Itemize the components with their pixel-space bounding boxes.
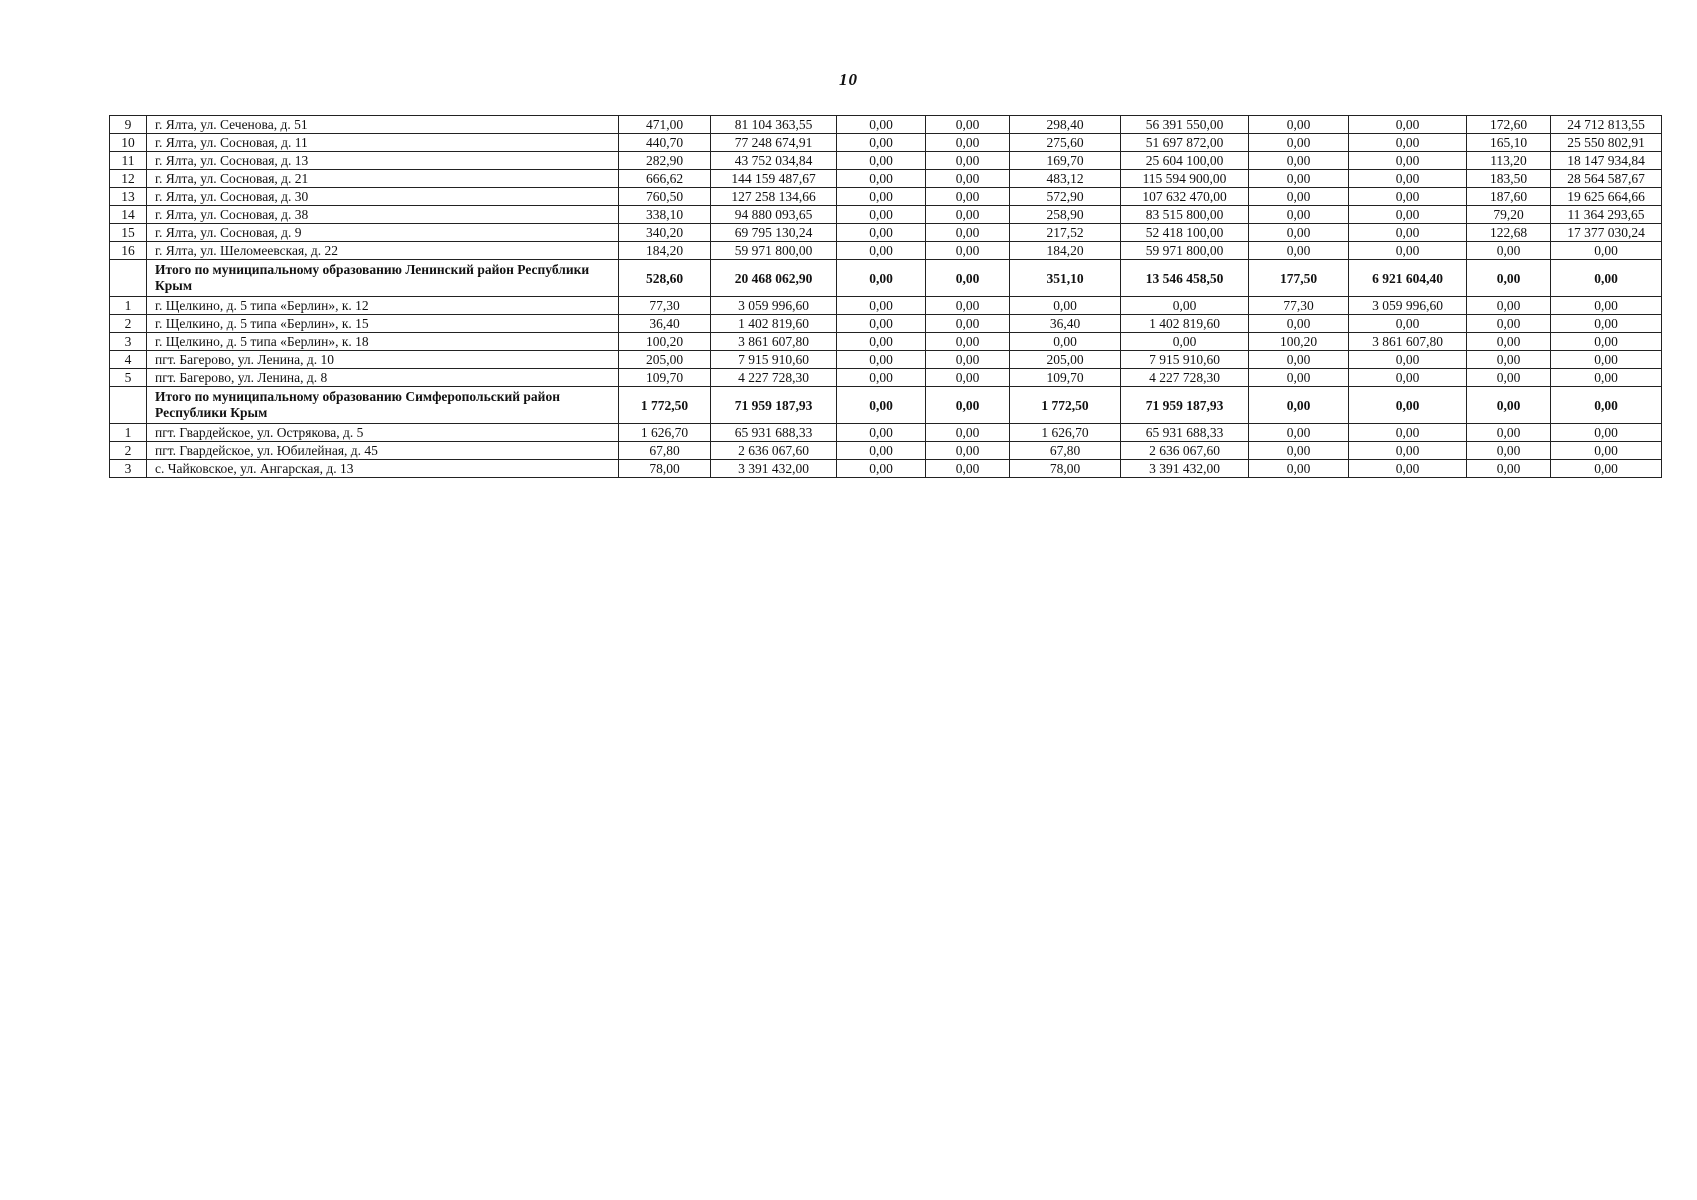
table-row	[110, 116, 1662, 134]
table-row	[110, 206, 1662, 224]
cost-col-c-cell: 0,00	[1349, 442, 1467, 460]
total-area-cell: 184,20	[619, 242, 711, 260]
cost-col-b-cell: 13 546 458,50	[1121, 260, 1249, 297]
cost-col-b-cell: 52 418 100,00	[1121, 224, 1249, 242]
row-number-cell: 12	[110, 170, 147, 188]
area-col-d-cell: 0,00	[1467, 369, 1551, 387]
total-area-cell: 1 626,70	[619, 424, 711, 442]
cost-col-b-cell: 25 604 100,00	[1121, 152, 1249, 170]
area-col-a-cell: 0,00	[837, 387, 926, 424]
area-col-a-cell: 0,00	[837, 134, 926, 152]
area-col-b-cell: 483,12	[1010, 170, 1121, 188]
cost-col-c-cell: 0,00	[1349, 424, 1467, 442]
total-cost-cell: 81 104 363,55	[711, 116, 837, 134]
address-cell: г. Щелкино, д. 5 типа «Берлин», к. 18	[147, 333, 619, 351]
subtotal-row	[110, 387, 1662, 424]
cost-col-b-cell: 51 697 872,00	[1121, 134, 1249, 152]
area-col-d-cell: 172,60	[1467, 116, 1551, 134]
cost-col-d-cell: 0,00	[1551, 424, 1662, 442]
cost-col-c-cell: 0,00	[1349, 152, 1467, 170]
area-col-b-cell: 205,00	[1010, 351, 1121, 369]
address-cell: г. Ялта, ул. Сеченова, д. 51	[147, 116, 619, 134]
housing-table-container	[109, 115, 1661, 478]
area-col-c-cell: 0,00	[1249, 206, 1349, 224]
cost-col-c-cell: 0,00	[1349, 315, 1467, 333]
area-col-d-cell: 0,00	[1467, 351, 1551, 369]
area-col-d-cell: 0,00	[1467, 260, 1551, 297]
total-area-cell: 109,70	[619, 369, 711, 387]
area-col-a-cell: 0,00	[837, 297, 926, 315]
cost-col-b-cell: 71 959 187,93	[1121, 387, 1249, 424]
row-number-cell: 2	[110, 442, 147, 460]
cost-col-a-cell: 0,00	[926, 170, 1010, 188]
area-col-b-cell: 0,00	[1010, 333, 1121, 351]
row-number-cell: 15	[110, 224, 147, 242]
cost-col-a-cell: 0,00	[926, 333, 1010, 351]
row-number-cell: 3	[110, 333, 147, 351]
address-cell: г. Ялта, ул. Сосновая, д. 13	[147, 152, 619, 170]
cost-col-a-cell: 0,00	[926, 242, 1010, 260]
table-row	[110, 152, 1662, 170]
cost-col-c-cell: 6 921 604,40	[1349, 260, 1467, 297]
area-col-d-cell: 0,00	[1467, 424, 1551, 442]
cost-col-d-cell: 0,00	[1551, 387, 1662, 424]
total-cost-cell: 3 391 432,00	[711, 460, 837, 478]
area-col-a-cell: 0,00	[837, 460, 926, 478]
total-cost-cell: 20 468 062,90	[711, 260, 837, 297]
cost-col-a-cell: 0,00	[926, 206, 1010, 224]
cost-col-d-cell: 0,00	[1551, 315, 1662, 333]
cost-col-a-cell: 0,00	[926, 188, 1010, 206]
area-col-d-cell: 165,10	[1467, 134, 1551, 152]
area-col-d-cell: 79,20	[1467, 206, 1551, 224]
table-row	[110, 351, 1662, 369]
address-cell: пгт. Багерово, ул. Ленина, д. 8	[147, 369, 619, 387]
row-number-cell	[110, 387, 147, 424]
area-col-c-cell: 0,00	[1249, 170, 1349, 188]
row-number-cell: 2	[110, 315, 147, 333]
area-col-b-cell: 298,40	[1010, 116, 1121, 134]
total-cost-cell: 77 248 674,91	[711, 134, 837, 152]
total-area-cell: 440,70	[619, 134, 711, 152]
cost-col-c-cell: 0,00	[1349, 206, 1467, 224]
area-col-c-cell: 0,00	[1249, 134, 1349, 152]
total-cost-cell: 144 159 487,67	[711, 170, 837, 188]
area-col-b-cell: 184,20	[1010, 242, 1121, 260]
cost-col-d-cell: 0,00	[1551, 442, 1662, 460]
total-cost-cell: 127 258 134,66	[711, 188, 837, 206]
subtotal-row	[110, 260, 1662, 297]
address-cell: Итого по муниципальному образованию Симферопольский район Республики Крым	[147, 387, 619, 424]
table-row	[110, 170, 1662, 188]
area-col-d-cell: 0,00	[1467, 387, 1551, 424]
address-cell: г. Ялта, ул. Сосновая, д. 38	[147, 206, 619, 224]
cost-col-b-cell: 83 515 800,00	[1121, 206, 1249, 224]
total-area-cell: 471,00	[619, 116, 711, 134]
total-cost-cell: 94 880 093,65	[711, 206, 837, 224]
table-row	[110, 369, 1662, 387]
total-cost-cell: 65 931 688,33	[711, 424, 837, 442]
total-area-cell: 205,00	[619, 351, 711, 369]
area-col-b-cell: 258,90	[1010, 206, 1121, 224]
address-cell: г. Ялта, ул. Сосновая, д. 9	[147, 224, 619, 242]
cost-col-d-cell: 0,00	[1551, 460, 1662, 478]
total-area-cell: 67,80	[619, 442, 711, 460]
housing-table	[109, 115, 1662, 478]
table-row	[110, 188, 1662, 206]
total-cost-cell: 1 402 819,60	[711, 315, 837, 333]
area-col-c-cell: 77,30	[1249, 297, 1349, 315]
total-area-cell: 338,10	[619, 206, 711, 224]
area-col-c-cell: 0,00	[1249, 315, 1349, 333]
total-cost-cell: 69 795 130,24	[711, 224, 837, 242]
table-row	[110, 224, 1662, 242]
cost-col-a-cell: 0,00	[926, 152, 1010, 170]
cost-col-d-cell: 0,00	[1551, 260, 1662, 297]
cost-col-b-cell: 4 227 728,30	[1121, 369, 1249, 387]
area-col-a-cell: 0,00	[837, 260, 926, 297]
area-col-d-cell: 0,00	[1467, 242, 1551, 260]
total-cost-cell: 4 227 728,30	[711, 369, 837, 387]
area-col-a-cell: 0,00	[837, 424, 926, 442]
area-col-c-cell: 0,00	[1249, 116, 1349, 134]
area-col-d-cell: 187,60	[1467, 188, 1551, 206]
area-col-d-cell: 122,68	[1467, 224, 1551, 242]
address-cell: пгт. Гвардейское, ул. Острякова, д. 5	[147, 424, 619, 442]
area-col-b-cell: 78,00	[1010, 460, 1121, 478]
table-row	[110, 134, 1662, 152]
cost-col-a-cell: 0,00	[926, 351, 1010, 369]
area-col-b-cell: 1 626,70	[1010, 424, 1121, 442]
cost-col-c-cell: 0,00	[1349, 134, 1467, 152]
total-area-cell: 78,00	[619, 460, 711, 478]
area-col-a-cell: 0,00	[837, 224, 926, 242]
area-col-c-cell: 0,00	[1249, 460, 1349, 478]
table-row	[110, 333, 1662, 351]
cost-col-d-cell: 17 377 030,24	[1551, 224, 1662, 242]
address-cell: г. Ялта, ул. Сосновая, д. 11	[147, 134, 619, 152]
cost-col-d-cell: 0,00	[1551, 333, 1662, 351]
area-col-a-cell: 0,00	[837, 369, 926, 387]
row-number-cell	[110, 260, 147, 297]
cost-col-d-cell: 25 550 802,91	[1551, 134, 1662, 152]
cost-col-a-cell: 0,00	[926, 260, 1010, 297]
total-cost-cell: 71 959 187,93	[711, 387, 837, 424]
cost-col-b-cell: 2 636 067,60	[1121, 442, 1249, 460]
area-col-a-cell: 0,00	[837, 351, 926, 369]
area-col-c-cell: 100,20	[1249, 333, 1349, 351]
area-col-d-cell: 0,00	[1467, 315, 1551, 333]
area-col-c-cell: 0,00	[1249, 369, 1349, 387]
cost-col-d-cell: 24 712 813,55	[1551, 116, 1662, 134]
cost-col-d-cell: 18 147 934,84	[1551, 152, 1662, 170]
cost-col-a-cell: 0,00	[926, 224, 1010, 242]
area-col-c-cell: 0,00	[1249, 351, 1349, 369]
page-number: 10	[839, 70, 858, 89]
address-cell: с. Чайковское, ул. Ангарская, д. 13	[147, 460, 619, 478]
area-col-d-cell: 183,50	[1467, 170, 1551, 188]
area-col-a-cell: 0,00	[837, 206, 926, 224]
cost-col-d-cell: 0,00	[1551, 242, 1662, 260]
cost-col-a-cell: 0,00	[926, 315, 1010, 333]
cost-col-a-cell: 0,00	[926, 460, 1010, 478]
table-row	[110, 460, 1662, 478]
cost-col-b-cell: 59 971 800,00	[1121, 242, 1249, 260]
row-number-cell: 13	[110, 188, 147, 206]
table-row	[110, 442, 1662, 460]
cost-col-c-cell: 3 861 607,80	[1349, 333, 1467, 351]
cost-col-c-cell: 0,00	[1349, 369, 1467, 387]
cost-col-a-cell: 0,00	[926, 116, 1010, 134]
cost-col-c-cell: 0,00	[1349, 224, 1467, 242]
cost-col-c-cell: 0,00	[1349, 116, 1467, 134]
cost-col-b-cell: 0,00	[1121, 297, 1249, 315]
area-col-d-cell: 0,00	[1467, 333, 1551, 351]
cost-col-d-cell: 11 364 293,65	[1551, 206, 1662, 224]
area-col-a-cell: 0,00	[837, 333, 926, 351]
area-col-c-cell: 0,00	[1249, 152, 1349, 170]
total-area-cell: 77,30	[619, 297, 711, 315]
address-cell: г. Ялта, ул. Сосновая, д. 30	[147, 188, 619, 206]
cost-col-d-cell: 0,00	[1551, 297, 1662, 315]
total-cost-cell: 43 752 034,84	[711, 152, 837, 170]
row-number-cell: 3	[110, 460, 147, 478]
total-cost-cell: 3 059 996,60	[711, 297, 837, 315]
address-cell: г. Ялта, ул. Шеломеевская, д. 22	[147, 242, 619, 260]
area-col-c-cell: 0,00	[1249, 242, 1349, 260]
total-area-cell: 340,20	[619, 224, 711, 242]
cost-col-b-cell: 1 402 819,60	[1121, 315, 1249, 333]
total-cost-cell: 2 636 067,60	[711, 442, 837, 460]
area-col-b-cell: 109,70	[1010, 369, 1121, 387]
area-col-c-cell: 0,00	[1249, 387, 1349, 424]
area-col-d-cell: 0,00	[1467, 460, 1551, 478]
total-cost-cell: 7 915 910,60	[711, 351, 837, 369]
address-cell: г. Щелкино, д. 5 типа «Берлин», к. 15	[147, 315, 619, 333]
table-row	[110, 297, 1662, 315]
address-cell: г. Щелкино, д. 5 типа «Берлин», к. 12	[147, 297, 619, 315]
area-col-d-cell: 0,00	[1467, 297, 1551, 315]
total-cost-cell: 3 861 607,80	[711, 333, 837, 351]
area-col-b-cell: 572,90	[1010, 188, 1121, 206]
address-cell: г. Ялта, ул. Сосновая, д. 21	[147, 170, 619, 188]
row-number-cell: 10	[110, 134, 147, 152]
cost-col-c-cell: 0,00	[1349, 188, 1467, 206]
total-area-cell: 282,90	[619, 152, 711, 170]
cost-col-c-cell: 0,00	[1349, 387, 1467, 424]
address-cell: Итого по муниципальному образованию Ленинский район Республики Крым	[147, 260, 619, 297]
row-number-cell: 1	[110, 297, 147, 315]
cost-col-c-cell: 0,00	[1349, 351, 1467, 369]
cost-col-b-cell: 7 915 910,60	[1121, 351, 1249, 369]
row-number-cell: 16	[110, 242, 147, 260]
table-row	[110, 424, 1662, 442]
table-row	[110, 315, 1662, 333]
total-area-cell: 1 772,50	[619, 387, 711, 424]
cost-col-b-cell: 0,00	[1121, 333, 1249, 351]
cost-col-d-cell: 0,00	[1551, 351, 1662, 369]
cost-col-a-cell: 0,00	[926, 424, 1010, 442]
area-col-d-cell: 0,00	[1467, 442, 1551, 460]
cost-col-a-cell: 0,00	[926, 442, 1010, 460]
area-col-a-cell: 0,00	[837, 188, 926, 206]
area-col-a-cell: 0,00	[837, 442, 926, 460]
area-col-c-cell: 0,00	[1249, 442, 1349, 460]
area-col-c-cell: 0,00	[1249, 188, 1349, 206]
total-area-cell: 36,40	[619, 315, 711, 333]
area-col-a-cell: 0,00	[837, 170, 926, 188]
cost-col-b-cell: 3 391 432,00	[1121, 460, 1249, 478]
table-row	[110, 242, 1662, 260]
total-area-cell: 100,20	[619, 333, 711, 351]
table-body	[110, 116, 1662, 478]
cost-col-c-cell: 0,00	[1349, 170, 1467, 188]
cost-col-b-cell: 65 931 688,33	[1121, 424, 1249, 442]
row-number-cell: 5	[110, 369, 147, 387]
total-area-cell: 760,50	[619, 188, 711, 206]
area-col-b-cell: 67,80	[1010, 442, 1121, 460]
cost-col-a-cell: 0,00	[926, 369, 1010, 387]
area-col-a-cell: 0,00	[837, 315, 926, 333]
area-col-b-cell: 217,52	[1010, 224, 1121, 242]
cost-col-a-cell: 0,00	[926, 134, 1010, 152]
address-cell: пгт. Гвардейское, ул. Юбилейная, д. 45	[147, 442, 619, 460]
total-cost-cell: 59 971 800,00	[711, 242, 837, 260]
area-col-a-cell: 0,00	[837, 242, 926, 260]
cost-col-c-cell: 3 059 996,60	[1349, 297, 1467, 315]
area-col-b-cell: 0,00	[1010, 297, 1121, 315]
cost-col-d-cell: 0,00	[1551, 369, 1662, 387]
area-col-b-cell: 1 772,50	[1010, 387, 1121, 424]
total-area-cell: 528,60	[619, 260, 711, 297]
area-col-b-cell: 351,10	[1010, 260, 1121, 297]
cost-col-a-cell: 0,00	[926, 297, 1010, 315]
area-col-b-cell: 275,60	[1010, 134, 1121, 152]
cost-col-c-cell: 0,00	[1349, 460, 1467, 478]
address-cell: пгт. Багерово, ул. Ленина, д. 10	[147, 351, 619, 369]
row-number-cell: 14	[110, 206, 147, 224]
cost-col-d-cell: 19 625 664,66	[1551, 188, 1662, 206]
total-area-cell: 666,62	[619, 170, 711, 188]
cost-col-c-cell: 0,00	[1349, 242, 1467, 260]
area-col-a-cell: 0,00	[837, 116, 926, 134]
cost-col-a-cell: 0,00	[926, 387, 1010, 424]
cost-col-d-cell: 28 564 587,67	[1551, 170, 1662, 188]
area-col-b-cell: 36,40	[1010, 315, 1121, 333]
row-number-cell: 11	[110, 152, 147, 170]
area-col-c-cell: 0,00	[1249, 424, 1349, 442]
cost-col-b-cell: 56 391 550,00	[1121, 116, 1249, 134]
area-col-d-cell: 113,20	[1467, 152, 1551, 170]
area-col-c-cell: 177,50	[1249, 260, 1349, 297]
row-number-cell: 9	[110, 116, 147, 134]
row-number-cell: 1	[110, 424, 147, 442]
area-col-c-cell: 0,00	[1249, 224, 1349, 242]
row-number-cell: 4	[110, 351, 147, 369]
cost-col-b-cell: 107 632 470,00	[1121, 188, 1249, 206]
area-col-a-cell: 0,00	[837, 152, 926, 170]
cost-col-b-cell: 115 594 900,00	[1121, 170, 1249, 188]
area-col-b-cell: 169,70	[1010, 152, 1121, 170]
